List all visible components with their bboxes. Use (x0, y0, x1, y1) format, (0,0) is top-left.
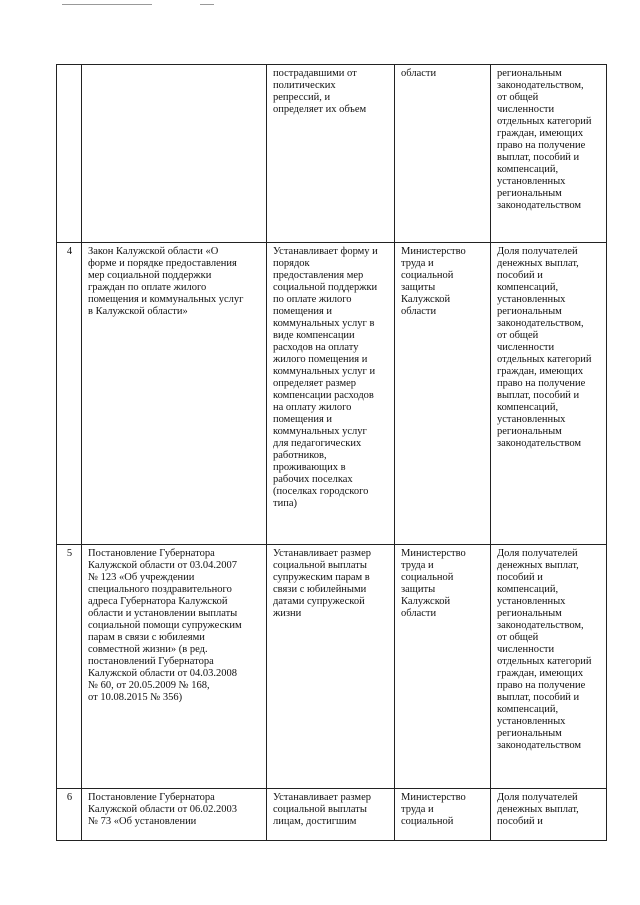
executor: Министерство труда и социальной защиты Калужской области (401, 548, 466, 619)
scan-artifact-line (200, 4, 214, 5)
indicator-cell (491, 789, 607, 841)
executor-cell (395, 243, 491, 545)
row-number: 4 (66, 246, 73, 257)
act-description: пострадавшими от политических репрессий, и определяет их объем (273, 68, 367, 115)
indicator: Доля получателей денежных выплат, пособий и (497, 792, 579, 827)
row-number-cell (57, 545, 82, 789)
act-name-cell (82, 243, 267, 545)
indicator-cell (491, 243, 607, 545)
act-name-cell (82, 65, 267, 243)
indicator: Доля получателей денежных выплат, пособий и компенсаций, установленных региональным законодательством, от общей численности отдельных категорий граждан, имеющих право на получение выплат, пособий и компенсаций, установленных региональным законодательством (497, 548, 592, 751)
executor-cell (395, 65, 491, 243)
indicator: Доля получателей денежных выплат, пособий и компенсаций, установленных региональным законодательством, от общей численности отдельных категорий граждан, имеющих право на получение выплат, пособий и компенсаций, установленных региональным законодательством (497, 246, 592, 449)
indicator-cell (491, 65, 607, 243)
act-name: Закон Калужской области «О форме и порядке предоставления мер социальной поддержки граждан по оплате жилого помещения и коммунальных услуг в Калужской области» (88, 246, 244, 317)
row-number: 5 (66, 548, 73, 559)
executor: Министерство труда и социальной (401, 792, 466, 827)
act-description-cell (267, 243, 395, 545)
act-description: Устанавливает размер социальной выплаты лицам, достигшим (273, 792, 371, 827)
legislation-table (56, 64, 607, 841)
act-description-cell (267, 65, 395, 243)
executor: Министерство труда и социальной защиты Калужской области (401, 246, 466, 317)
row-number-cell (57, 243, 82, 545)
act-name-cell (82, 789, 267, 841)
executor: области (401, 68, 437, 79)
table-row (57, 243, 607, 545)
act-name: Постановление Губернатора Калужской области от 06.02.2003 № 73 «Об установлении (88, 792, 238, 827)
act-description: Устанавливает форму и порядок предоставления мер социальной поддержки по оплате жилого помещения и коммунальных услуг в виде компенсации расходов на оплату жилого помещения и коммунальных услуг и определяет размер компенсации расходов на оплату жилого помещения и коммунальных услуг для педагогических работников, проживающих в рабочих поселках (поселках городского типа) (273, 246, 378, 509)
table-row (57, 789, 607, 841)
indicator: региональным законодательством, от общей численности отдельных категорий граждан, имеющих право на получение выплат, пособий и компенсаций, установленных региональным законодательством (497, 68, 592, 211)
executor-cell (395, 545, 491, 789)
row-number-cell (57, 65, 82, 243)
act-description-cell (267, 545, 395, 789)
table-row (57, 545, 607, 789)
act-name-cell (82, 545, 267, 789)
row-number: 6 (66, 792, 73, 803)
table-row (57, 65, 607, 243)
row-number-cell (57, 789, 82, 841)
act-description: Устанавливает размер социальной выплаты супружеским парам в связи с юбилейными датами супружеской жизни (273, 548, 371, 619)
indicator-cell (491, 545, 607, 789)
scan-artifact-line (62, 4, 152, 5)
act-description-cell (267, 789, 395, 841)
act-name: Постановление Губернатора Калужской области от 03.04.2007 № 123 «Об учреждении специального поздравительного адреса Губернатора Калужской области и установлении выплаты социальной помощи супружеским парам в связи с юбилеями совместной жизни» (в ред. постановлений Губернатора Калужской области от 04.03.2008 № 60, от 20.05.2009 № 168, от 10.08.2015 № 356) (88, 548, 242, 703)
executor-cell (395, 789, 491, 841)
